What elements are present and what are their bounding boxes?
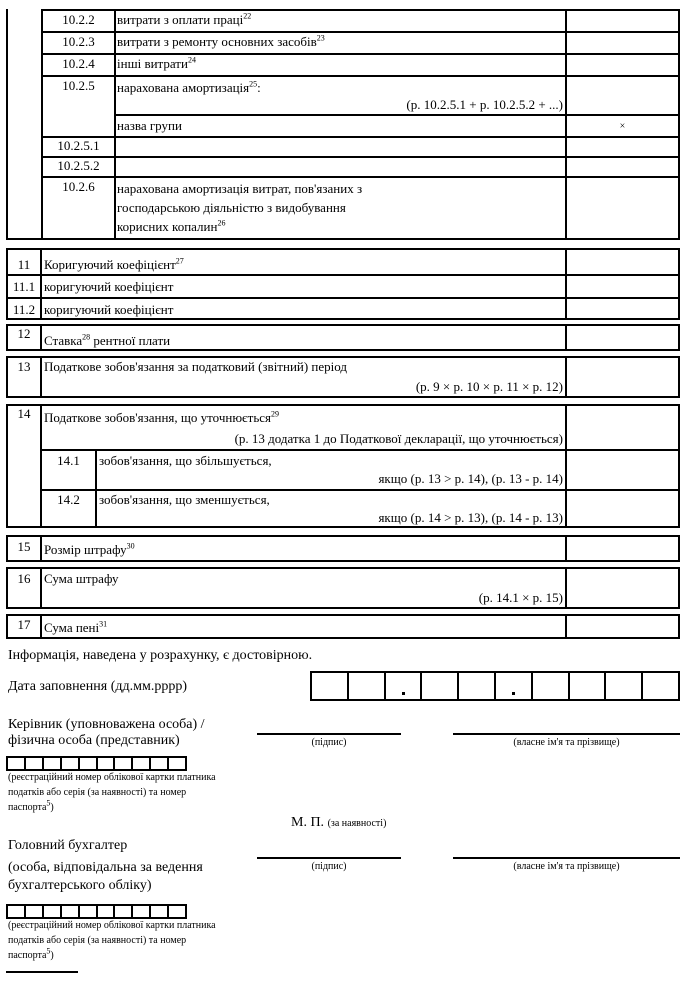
row-code: 10.2.3: [62, 34, 95, 49]
id-caption-line: податків або серія (за наявності) та номер: [8, 935, 187, 946]
row-code: 10.2.6: [62, 179, 95, 194]
value-field-10-2-5[interactable]: [567, 77, 678, 114]
row-code: 17: [17, 617, 31, 632]
date-input-cells[interactable]: [310, 671, 680, 701]
value-field-12[interactable]: [567, 326, 678, 349]
id-caption-line: (реєстраційний номер облікової картки платника: [8, 772, 216, 783]
row-label: Сума пені$^{31}$: [44, 619, 108, 635]
value-field-11-2[interactable]: [567, 299, 678, 318]
head-signature-line[interactable]: [257, 733, 401, 735]
id-caption-line: (реєстраційний номер облікової картки платника: [8, 920, 216, 931]
row-formula: (р. 10.2.5.1 + р. 10.2.5.2 + ...): [406, 97, 563, 112]
value-field-14-2[interactable]: [567, 491, 678, 526]
signature-caption: (підпис): [311, 737, 347, 748]
head-label-line1: Керівник (уповноважена особа) /: [8, 717, 205, 732]
footnote-separator: [6, 971, 78, 973]
value-field-15[interactable]: [567, 537, 678, 560]
value-field-13[interactable]: [567, 358, 678, 396]
accountant-signature-line[interactable]: [257, 857, 401, 859]
row-code: 13: [17, 359, 31, 374]
row-code: 14.2: [57, 492, 80, 507]
row-code: 15: [17, 539, 31, 554]
value-field-11-1[interactable]: [567, 276, 678, 297]
date-cell-day-2[interactable]: [349, 673, 386, 699]
row-label: Коригуючий коефіцієнт$^{27}$: [44, 256, 184, 272]
row-formula: (р. 13 додатка 1 до Податкової декларації, що уточнюється): [234, 431, 563, 446]
date-cell-year-2[interactable]: [570, 673, 607, 699]
row-code: 11.2: [12, 302, 36, 317]
id-caption-line: паспорта$^5$): [8, 798, 54, 813]
date-cell-sep-2[interactable]: [496, 673, 533, 699]
group-name-field-10-2-5-1[interactable]: [116, 138, 565, 156]
row-label-line: нарахована амортизація витрат, пов'язаних з: [117, 181, 363, 196]
row-code: 14: [17, 406, 31, 421]
date-cell-sep-1[interactable]: [386, 673, 423, 699]
row-code: 12: [17, 326, 31, 341]
not-applicable-mark: ×: [619, 121, 626, 132]
accountant-name-line[interactable]: [453, 857, 680, 859]
value-field-10-2-6[interactable]: [567, 178, 678, 238]
value-field-14[interactable]: [567, 406, 678, 449]
head-tax-id-cells[interactable]: [6, 756, 187, 771]
row-label: Сума штрафу: [44, 571, 119, 586]
row-formula: (р. 9 × р. 10 × р. 11 × р. 12): [415, 379, 563, 394]
row-label: витрати з оплати праці$^{22}$: [117, 11, 252, 27]
value-field-10-2-2[interactable]: [567, 11, 678, 31]
value-field-11[interactable]: [567, 250, 678, 274]
date-cell-year-3[interactable]: [606, 673, 643, 699]
row-code: 10.2.5.1: [57, 138, 100, 153]
accountant-label-line1: Головний бухгалтер: [8, 838, 128, 853]
row-label: інші витрати$^{24}$: [117, 55, 196, 71]
accountant-label-line3: бухгалтерського обліку): [8, 878, 152, 893]
row-code: 10.2.5.2: [57, 158, 100, 173]
head-name-line[interactable]: [453, 733, 680, 735]
value-field-16[interactable]: [567, 569, 678, 607]
date-cell-year-1[interactable]: [533, 673, 570, 699]
date-cell-month-2[interactable]: [459, 673, 496, 699]
date-label: Дата заповнення (дд.мм.рррр): [8, 679, 187, 694]
accountant-label-line2: (особа, відповідальна за ведення: [8, 860, 203, 875]
value-field-10-2-4[interactable]: [567, 55, 678, 75]
name-caption: (власне ім'я та прізвище): [513, 861, 620, 872]
date-cell-month-1[interactable]: [422, 673, 459, 699]
value-field-17[interactable]: [567, 616, 678, 637]
row-label: витрати з ремонту основних засобів$^{23}$: [117, 33, 325, 49]
row-code: 11.1: [12, 279, 36, 294]
row-label: зобов'язання, що зменшується,: [99, 492, 270, 507]
row-label: нарахована амортизація$^{25}$:: [117, 79, 261, 95]
group-name-field-10-2-5-2[interactable]: [116, 158, 565, 176]
value-field-10-2-3[interactable]: [567, 33, 678, 53]
row-code: 11: [17, 257, 31, 272]
row-label: коригуючий коефіцієнт: [44, 302, 174, 317]
group-name-label: назва групи: [117, 118, 182, 133]
row-code: 10.2.2: [62, 12, 95, 27]
row-formula: (р. 14.1 × р. 15): [478, 590, 563, 605]
id-caption-line: паспорта$^5$): [8, 946, 54, 961]
name-caption: (власне ім'я та прізвище): [513, 737, 620, 748]
date-cell-day-1[interactable]: [312, 673, 349, 699]
accuracy-statement: Інформація, наведена у розрахунку, є достовірною.: [8, 648, 313, 663]
row-label: коригуючий коефіцієнт: [44, 279, 174, 294]
row-label: Ставка$^{28}$ рентної плати: [44, 332, 171, 348]
row-formula: якщо (р. 13 > р. 14), (р. 13 - р. 14): [378, 471, 563, 486]
value-field-14-1[interactable]: [567, 451, 678, 489]
row-label: Податкове зобов'язання за податковий (звітний) період: [44, 359, 348, 374]
row-code: 16: [17, 571, 31, 586]
row-code: 14.1: [57, 453, 80, 468]
row-label: Податкове зобов'язання, що уточнюється$^{29}$: [44, 409, 279, 425]
row-label-line: корисних копалин$^{26}$: [117, 218, 226, 234]
row-label-line: господарською діяльністю з видобування: [117, 200, 346, 215]
id-caption-line: податків або серія (за наявності) та номер: [8, 787, 187, 798]
row-label: Розмір штрафу$^{30}$: [44, 541, 135, 557]
value-field-10-2-5-2[interactable]: [567, 158, 678, 176]
row-formula: якщо (р. 14 > р. 13), (р. 14 - р. 13): [378, 510, 563, 525]
head-label-line2: фізична особа (представник): [8, 733, 180, 748]
value-field-10-2-5-1[interactable]: [567, 138, 678, 156]
stamp-mark: М. П. (за наявності): [291, 815, 387, 830]
date-cell-year-4[interactable]: [643, 673, 678, 699]
accountant-tax-id-cells[interactable]: [6, 904, 187, 919]
row-code: 10.2.5: [62, 78, 95, 93]
row-code: 10.2.4: [62, 56, 95, 71]
row-label: зобов'язання, що збільшується,: [99, 453, 272, 468]
signature-caption: (підпис): [311, 861, 347, 872]
